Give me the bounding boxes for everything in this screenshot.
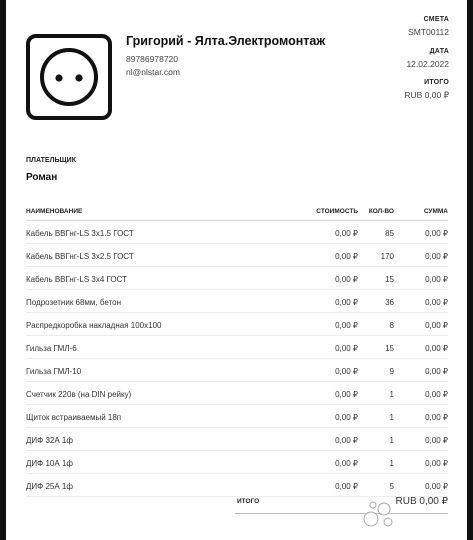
item-sum: 0,00 ₽ — [425, 344, 448, 353]
estimate-number: SMT00112 — [408, 27, 449, 37]
item-price: 0,00 ₽ — [335, 459, 358, 468]
column-header-qty: КОЛ-ВО — [368, 208, 394, 215]
footer-total-value: RUB 0,00 ₽ — [395, 496, 448, 507]
item-price: 0,00 ₽ — [335, 321, 358, 330]
table-row — [26, 267, 448, 290]
table-row — [26, 313, 448, 336]
item-name: ДИФ 25А 1ф — [26, 482, 73, 491]
footer-total-label: ИТОГО — [237, 498, 260, 505]
header-total-value: RUB 0,00 ₽ — [404, 90, 449, 100]
item-quantity: 1 — [389, 413, 394, 422]
item-quantity: 8 — [389, 321, 394, 330]
estimate-label: СМЕТА — [423, 16, 449, 23]
item-name: Гильза ГМЛ-10 — [26, 367, 82, 376]
item-name: Распредкоробка накладная 100x100 — [26, 321, 162, 330]
total-divider — [235, 513, 448, 514]
item-sum: 0,00 ₽ — [425, 390, 448, 399]
table-row — [26, 221, 448, 244]
item-name: Кабель ВВГнг-LS 3x4 ГОСТ — [26, 275, 128, 284]
item-quantity: 1 — [389, 390, 394, 399]
item-sum: 0,00 ₽ — [425, 298, 448, 307]
table-header — [26, 204, 448, 221]
item-name: Счетчик 220в (на DIN рейку) — [26, 390, 132, 399]
item-price: 0,00 ₽ — [335, 275, 358, 284]
header-total-block — [404, 79, 449, 101]
item-sum: 0,00 ₽ — [425, 367, 448, 376]
item-sum: 0,00 ₽ — [425, 459, 448, 468]
table-row — [26, 382, 448, 405]
item-price: 0,00 ₽ — [335, 390, 358, 399]
header-total-label: ИТОГО — [424, 79, 449, 86]
item-quantity: 9 — [389, 367, 394, 376]
item-quantity: 15 — [385, 275, 394, 284]
date-value: 12.02.2022 — [406, 59, 449, 69]
item-name: Кабель ВВГнг-LS 3x1.5 ГОСТ — [26, 229, 134, 238]
item-name: Подрозетник 68мм, бетон — [26, 298, 121, 307]
item-sum: 0,00 ₽ — [425, 413, 448, 422]
company-email: nl@nlstar.com — [126, 67, 180, 77]
table-row — [26, 474, 448, 497]
item-price: 0,00 ₽ — [335, 367, 358, 376]
item-name: Кабель ВВГнг-LS 3x2.5 ГОСТ — [26, 252, 134, 261]
item-sum: 0,00 ₽ — [425, 252, 448, 261]
item-name: ДИФ 32А 1ф — [26, 436, 73, 445]
item-price: 0,00 ₽ — [335, 436, 358, 445]
item-price: 0,00 ₽ — [335, 482, 358, 491]
table-row — [26, 359, 448, 382]
items-table — [26, 204, 448, 497]
item-sum: 0,00 ₽ — [425, 229, 448, 238]
table-body — [26, 221, 448, 497]
avito-logo-icon — [362, 500, 396, 533]
item-sum: 0,00 ₽ — [425, 275, 448, 284]
item-name: ДИФ 10А 1ф — [26, 459, 73, 468]
item-quantity: 85 — [385, 229, 394, 238]
power-socket-icon — [26, 34, 112, 120]
table-row — [26, 405, 448, 428]
item-price: 0,00 ₽ — [335, 298, 358, 307]
item-quantity: 1 — [389, 459, 394, 468]
date-block — [406, 48, 449, 69]
item-sum: 0,00 ₽ — [425, 482, 448, 491]
table-row — [26, 244, 448, 267]
item-sum: 0,00 ₽ — [425, 321, 448, 330]
item-name: Гильза ГМЛ-6 — [26, 344, 77, 353]
table-row — [26, 451, 448, 474]
item-quantity: 15 — [385, 344, 394, 353]
item-price: 0,00 ₽ — [335, 413, 358, 422]
item-price: 0,00 ₽ — [335, 229, 358, 238]
column-header-price: СТОИМОСТЬ — [316, 208, 358, 215]
item-quantity: 5 — [389, 482, 394, 491]
item-quantity: 36 — [385, 298, 394, 307]
payer-label: ПЛАТЕЛЬЩИК — [26, 157, 76, 164]
date-label: ДАТА — [429, 48, 449, 55]
column-header-sum: СУММА — [423, 208, 448, 215]
item-name: Щиток встраиваемый 18п — [26, 413, 122, 422]
left-black-border — [0, 0, 6, 540]
item-price: 0,00 ₽ — [335, 344, 358, 353]
table-row — [26, 428, 448, 451]
table-row — [26, 290, 448, 313]
item-quantity: 1 — [389, 436, 394, 445]
item-price: 0,00 ₽ — [335, 252, 358, 261]
right-black-border — [467, 0, 473, 540]
table-row — [26, 336, 448, 359]
column-header-name: НАИМЕНОВАНИЕ — [26, 208, 83, 215]
company-name: Григорий - Ялта.Электромонтаж — [126, 34, 326, 48]
item-quantity: 170 — [380, 252, 394, 261]
estimate-block — [408, 16, 449, 37]
item-sum: 0,00 ₽ — [425, 436, 448, 445]
company-phone: 89786978720 — [126, 54, 179, 64]
payer-name: Роман — [26, 172, 58, 183]
